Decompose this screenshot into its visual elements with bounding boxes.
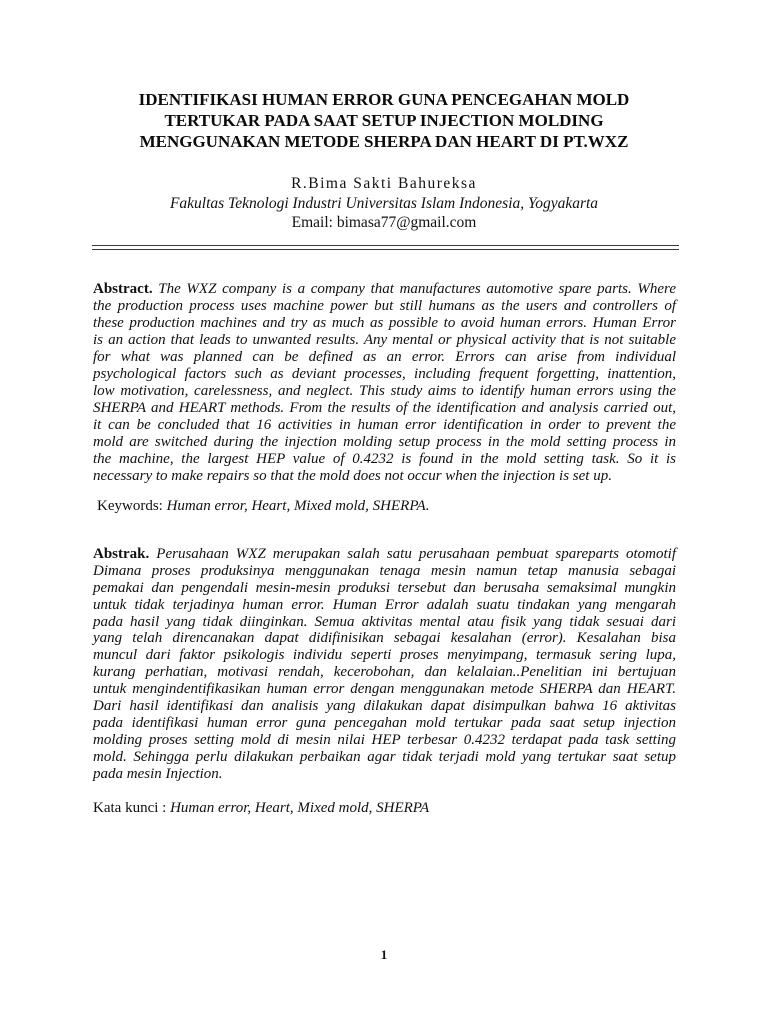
abstract-line: the production process uses machine power but still humans as the users and controllers of: [93, 298, 676, 314]
abstract-line: psychological factors such as deviant processes, including frequent forgetting, inattention,: [93, 366, 676, 382]
abstrak-line: Dimana proses produksinya menggunakan tenaga mesin namun tetap manusia sebagai: [93, 562, 676, 579]
abstract-line: [93, 281, 676, 298]
abstrak-line: muncul dari faktor psikologis individu seperti proses menyimpang, termasuk sering lupa,: [93, 647, 676, 664]
abstract-line: it can be concluded that 16 activities in human error identification in order to prevent the: [93, 417, 676, 433]
abstrak-line: untuk mengindentifikasikan human error dengan menggunakan metode SHERPA dan HEART.: [93, 681, 676, 698]
abstrak-line-text: Perusahaan WXZ merupakan salah satu perusahaan pembuat spareparts otomotif: [156, 546, 676, 562]
abstract-line: necessary to make repairs so that the mold does not occur when the injection is set up.: [93, 468, 612, 484]
paper-title: [0, 89, 768, 152]
abstract-line: for what was planned can be defined as an error. Errors can arise from individual: [93, 349, 676, 365]
author-name: R.Bima Sakti Bahureksa: [291, 175, 477, 192]
abstrak-label: Abstrak.: [93, 546, 150, 562]
abstract-line: is an action that leads to unwanted results. Any mental or physical activity that is not suitable: [93, 332, 676, 348]
title-line: TERTUKAR PADA SAAT SETUP INJECTION MOLDING: [164, 111, 604, 130]
author-affiliation: Fakultas Teknologi Industri Universitas Islam Indonesia, Yogyakarta: [169, 194, 599, 212]
keywords-english: [97, 498, 429, 515]
abstrak-line: Dari hasil identifikasi dan analisis yang dilakukan dapat disimpulkan bahwa 16 aktivitas: [93, 698, 676, 715]
abstract-line: these production machines and try as much as possible to avoid human errors. Human Error: [93, 315, 676, 331]
abstrak-line: pemakai dan pengendali mesin-mesin produksi tersebut dan berusaha semaksimal mungkin: [93, 579, 676, 596]
kata-kunci-label: Kata kunci :: [93, 800, 167, 816]
abstract-english: [93, 281, 676, 485]
abstract-line: low motivation, carelessness, and neglect. This study aims to identify human errors using the: [93, 383, 676, 399]
abstract-line-text: The WXZ company is a company that manufactures automotive spare parts. Where: [158, 281, 676, 297]
title-line: IDENTIFIKASI HUMAN ERROR GUNA PENCEGAHAN MOLD: [138, 90, 630, 109]
abstract-indonesian: [93, 546, 676, 782]
abstrak-line: mold. Sehingga perlu dilakukan perbaikan agar tidak terjadi mold yang tertukar saat setup: [93, 748, 676, 765]
abstrak-line: kurang perhatian, motivasi rendah, kecerobohan, dan kelalaian..Penelitian ini bertujuan: [93, 664, 676, 681]
author-block: [0, 174, 768, 233]
abstrak-line: molding proses setting mold di mesin nilai HEP terbesar 0.4232 terdapat pada task setting: [93, 731, 676, 748]
abstrak-line: yang telah direncanakan dapat didifinisikan sebagai kesalahan (error). Kesalahan bisa: [93, 630, 676, 647]
author-email: Email: bimasa77@gmail.com: [291, 214, 477, 231]
keywords-label: Keywords:: [97, 498, 163, 514]
abstract-label: Abstract.: [93, 281, 153, 297]
kata-kunci-text: Human error, Heart, Mixed mold, SHERPA: [170, 800, 430, 816]
abstrak-line: pada mesin Injection.: [93, 765, 223, 782]
abstract-line: the machine, the largest HEP value of 0.4232 is found in the mold setting task. So it is: [93, 451, 676, 467]
page-number: 1: [380, 947, 388, 962]
abstrak-line: [93, 546, 676, 563]
abstract-line: mold are switched during the injection molding setup process in the mold setting process in: [93, 434, 676, 450]
title-line: MENGGUNAKAN METODE SHERPA DAN HEART DI PT.WXZ: [139, 132, 629, 151]
keywords-indonesian: [93, 800, 429, 817]
abstrak-line: untuk tidak terjadinya human error. Human Error adalah suatu tindakan yang mengarah: [93, 596, 676, 613]
keywords-text: Human error, Heart, Mixed mold, SHERPA.: [166, 498, 430, 514]
title-divider: [92, 245, 679, 250]
abstrak-line: pada identifikasi human error guna pencegahan mold tertukar pada saat setup injection: [93, 714, 676, 731]
abstract-line: SHERPA and HEART methods. From the results of the identification and analysis carried out,: [93, 400, 676, 416]
abstrak-line: pada hasil yang tidak diinginkan. Semua aktivitas mental atau fisik yang tidak sesuai dari: [93, 613, 676, 630]
